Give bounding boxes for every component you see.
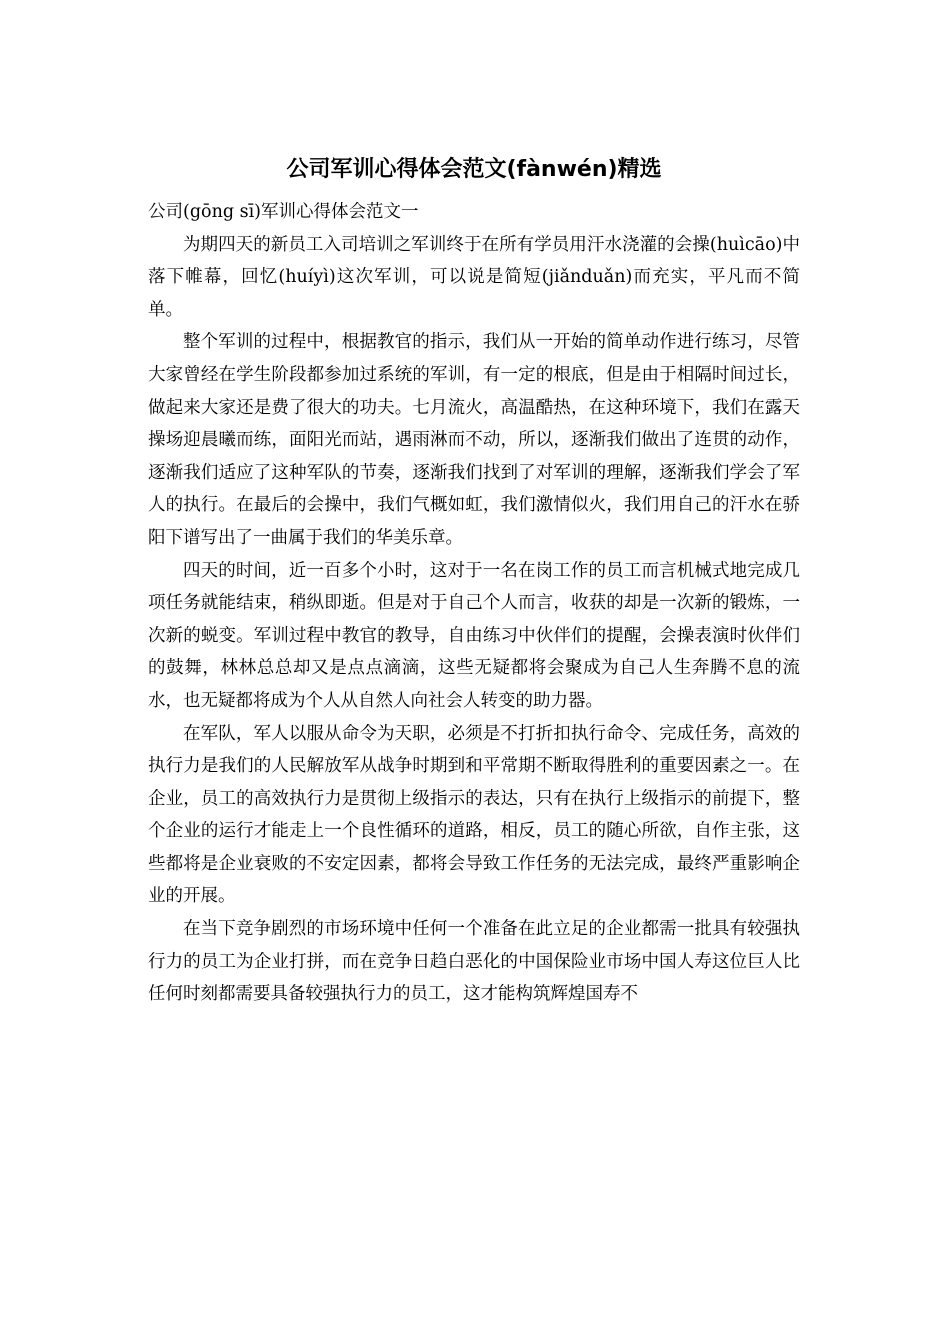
document-body bbox=[148, 196, 800, 1011]
paragraph-2: 整个军训的过程中，根据教官的指示，我们从一开始的简单动作进行练习，尽管大家曾经在学生阶段都参加过系统的军训，有一定的根底，但是由于相隔时间过长，做起来大家还是费了很大的功夫。七月流火，高温酷热，在这种环境下，我们在露天操场迎晨曦而练，面阳光而站，遇雨淋而不动，所以，逐渐我们做出了连贯的动作，逐渐我们适应了这种军队的节奏，逐渐我们找到了对军训的理解，逐渐我们学会了军人的执行。在最后的会操中，我们气概如虹，我们激情似火，我们用自己的汗水在骄阳下谱写出了一曲属于我们的华美乐章。 bbox=[148, 332, 800, 548]
paragraph-5: 在当下竞争剧烈的市场环境中任何一个准备在此立足的企业都需一批具有较强执行力的员工为企业打拼，而在竞争日趋白恶化的中国保险业市场中国人寿这位巨人比任何时刻都需要具备较强执行力的员工，这才能构筑辉煌国寿不 bbox=[148, 919, 800, 1005]
paragraph-4: 在军队，军人以服从命令为天职，必须是不打折扣执行命令、完成任务，高效的执行力是我们的人民解放军从战争时期到和平常期不断取得胜利的重要因素之一。在企业，员工的高效执行力是贯彻上级指示的表达，只有在执行上级指示的前提下，整个企业的运行才能走上一个良性循环的道路，相反，员工的随心所欲，自作主张，这些都将是企业衰败的不安定因素，都将会导致工作任务的无法完成，最终严重影响企业的开展。 bbox=[148, 723, 800, 907]
paragraph-3: 四天的时间，近一百多个小时，这对于一名在岗工作的员工而言机械式地完成几项任务就能结束，稍纵即逝。但是对于自己个人而言，收获的却是一次新的锻炼，一次新的蜕变。军训过程中教官的教导，自由练习中伙伴们的提醒，会操表演时伙伴们的鼓舞，林林总总却又是点点滴滴，这些无疑都将会聚成为自己人生奔腾不息的流水，也无疑都将成为个人从自然人向社会人转变的助力器。 bbox=[148, 560, 800, 711]
document-title: 公司军训心得体会范文(fànwén)精选 bbox=[286, 157, 662, 182]
paragraph-1: 为期四天的新员工入司培训之军训终于在所有学员用汗水浇灌的会操(huìcāo)中落下帷幕，回忆(huíyì)这次军训，可以说是简短(jiǎnduǎn)而充实，平凡而不简单。 bbox=[148, 234, 800, 320]
section-heading: 公司(gōng sī)军训心得体会范文一 bbox=[148, 202, 419, 222]
